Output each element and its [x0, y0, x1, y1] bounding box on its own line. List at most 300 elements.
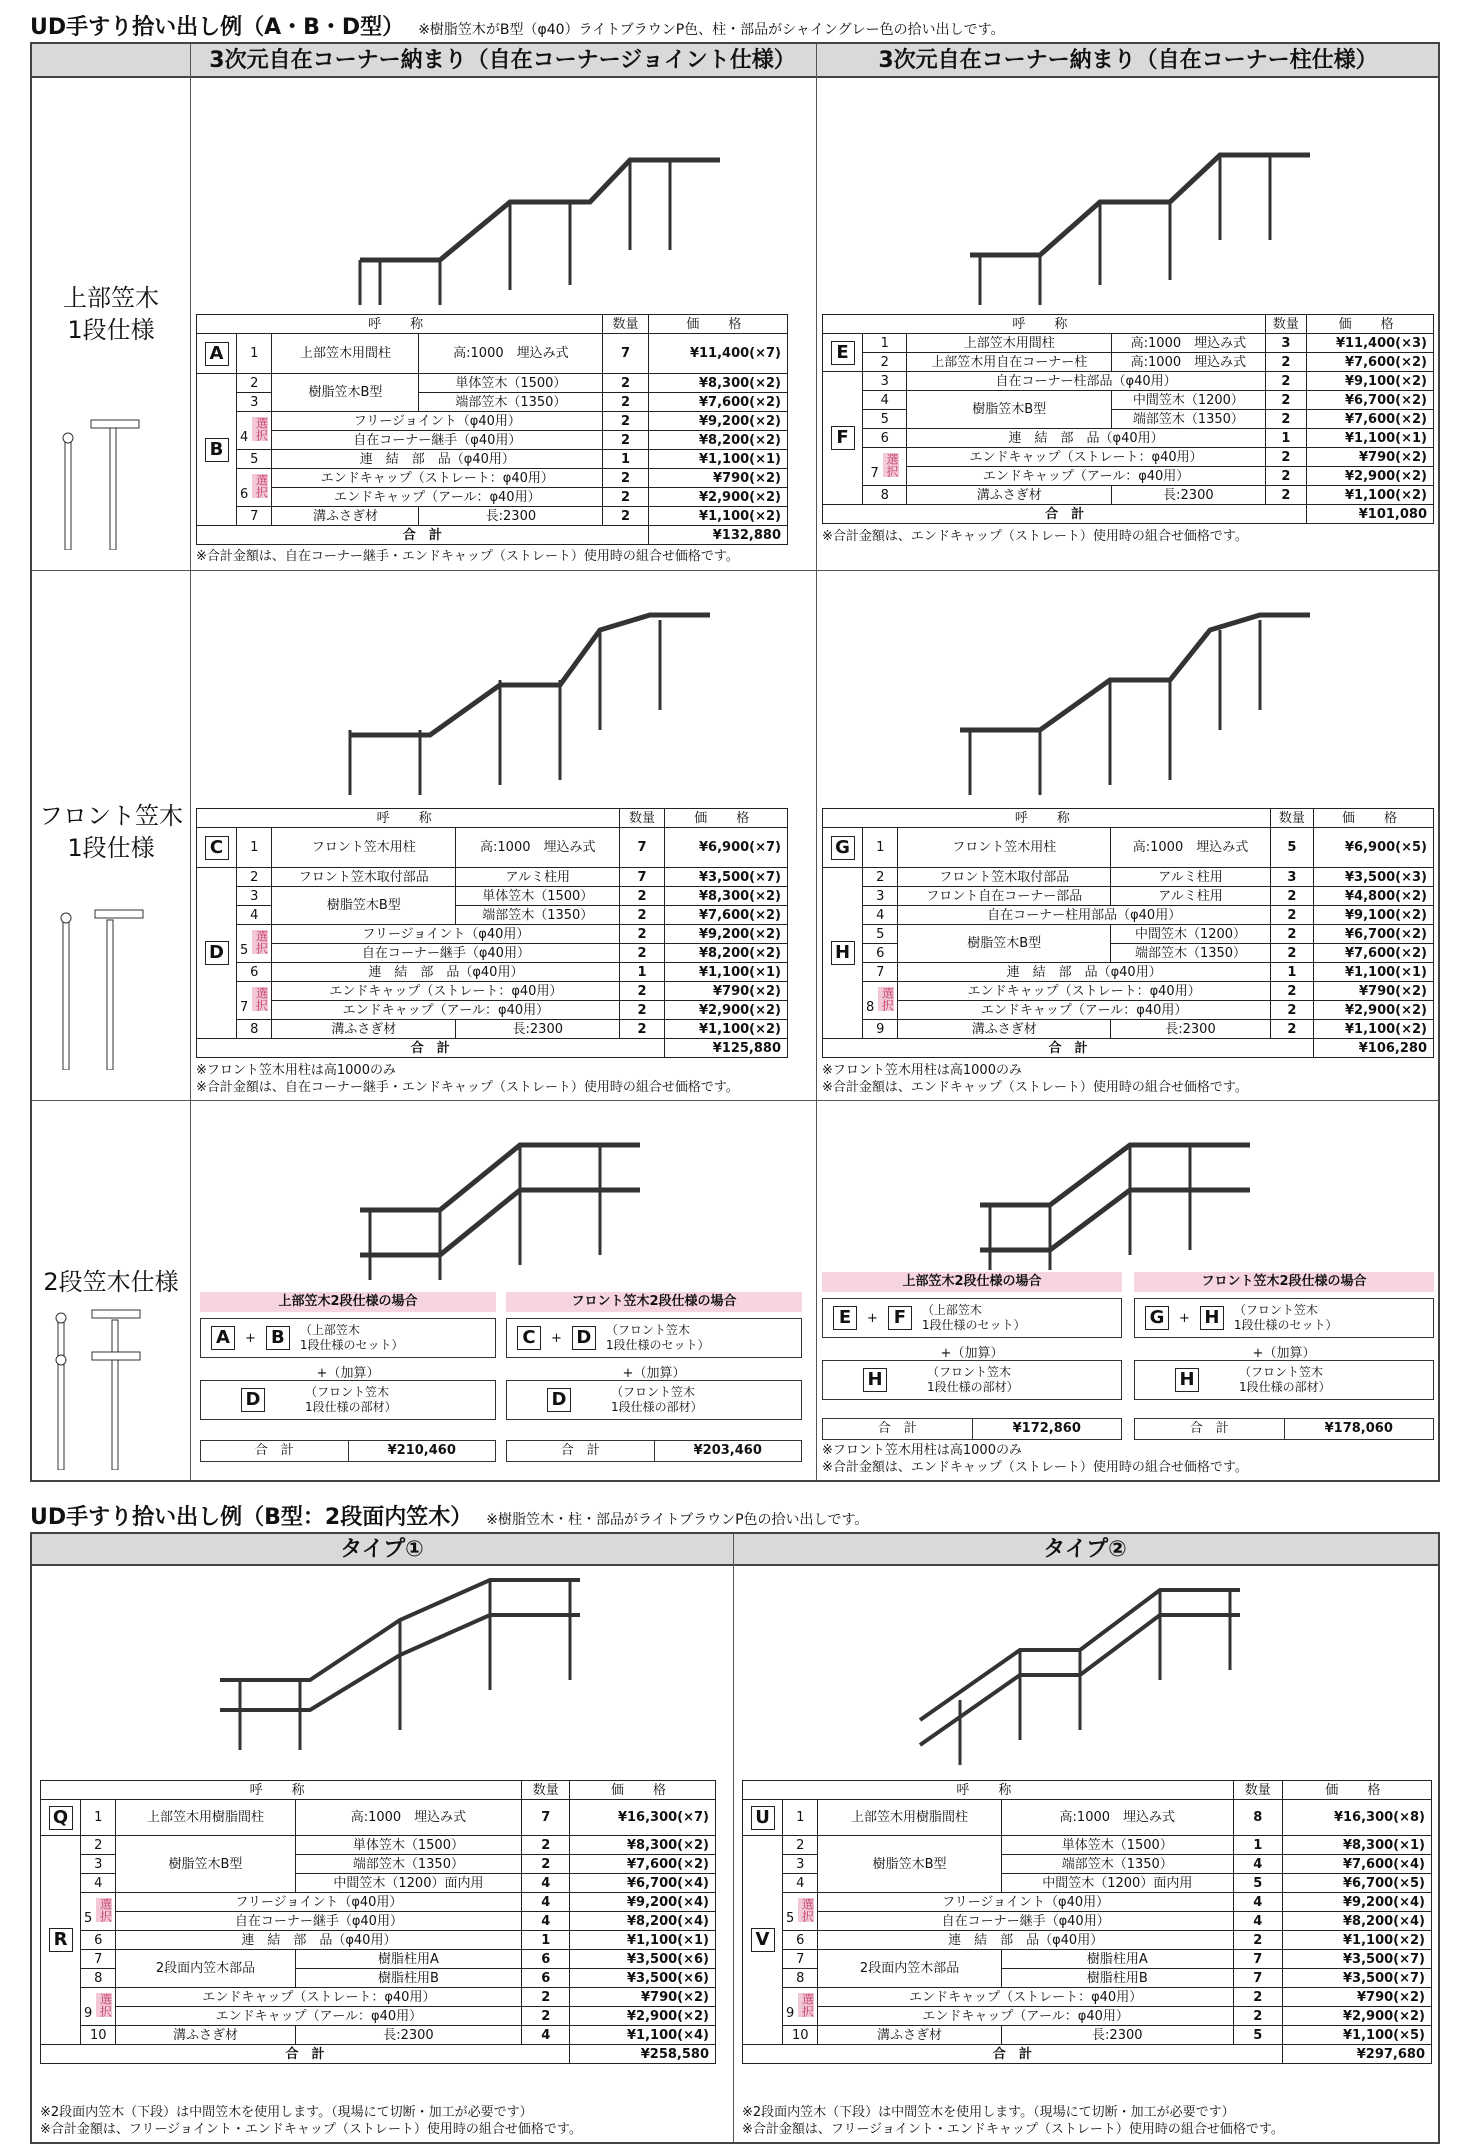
set-head-left1: 上部笠木2段仕様の場合 [200, 1292, 496, 1312]
set-desc: （上部笠木 1段仕様のセット） [299, 1323, 404, 1352]
cell-price: ¥9,200(×2) [664, 925, 787, 944]
total-value: ¥297,680 [1282, 2045, 1431, 2064]
cell-name: エンドキャップ（ストレート：φ40用） [818, 1988, 1233, 2007]
cell-name: フリージョイント（φ40用） [818, 1893, 1233, 1912]
two-tier-note1: ※フロント笠木用柱は高1000のみ [822, 1443, 1022, 1458]
cell-spec: 単体笠木（1500） [295, 1836, 522, 1855]
cell-name: エンドキャップ（アール：φ40用） [907, 467, 1265, 486]
total-label: 合 計 [1189, 1421, 1229, 1436]
table-AB-note: ※合計金額は、自在コーナー継手・エンドキャップ（ストレート）使用時の組合せ価格です。 [196, 549, 739, 564]
cell-name: 連 結 部 品（φ40用） [907, 429, 1265, 448]
cell-name: エンドキャップ（ストレート：φ40用） [898, 982, 1270, 1001]
total-label: 合 計 [197, 526, 649, 545]
cell-name: フロント笠木取付部品 [272, 868, 456, 887]
drawing-corner-top [930, 110, 1330, 310]
section1-note: ※樹脂笠木がB型（φ40）ライトブラウンP色、柱・部品がシャイングレー色の拾い出しです。 [418, 22, 1005, 38]
total-value: ¥210,460 [348, 1441, 496, 1461]
cell-spec: 長:2300 [419, 507, 603, 526]
cell-price: ¥8,200(×2) [664, 944, 787, 963]
table-QR-note1: ※2段面内笠木（下段）は中間笠木を使用します。（現場にて切断・加工が必要です） [40, 2105, 533, 2120]
cell-name: 自在コーナー柱部品（φ40用） [907, 372, 1265, 391]
cell-no: 5 [863, 410, 907, 429]
cell-qty: 2 [620, 906, 664, 925]
cell-name: エンドキャップ（ストレート：φ40用） [272, 469, 603, 488]
cell-no: 6 [81, 1931, 116, 1950]
drawing-joint-two-tier [340, 1105, 680, 1285]
cell-qty: 2 [1265, 448, 1306, 467]
th-price: 価 格 [1307, 315, 1434, 334]
cell-qty: 2 [1265, 467, 1306, 486]
cell-spec: 高:1000 埋込み式 [1111, 828, 1271, 868]
cell-qty: 2 [1233, 1931, 1282, 1950]
cell-name: 自在コーナー継手（φ40用） [272, 944, 620, 963]
cell-spec: 単体笠木（1500） [456, 887, 620, 906]
cell-no: 1 [237, 828, 272, 868]
add-label: +（加算） [622, 1366, 686, 1381]
add-set-left1 [200, 1380, 496, 1420]
key-box: D [241, 1388, 265, 1412]
plus-sign: + [245, 1330, 256, 1346]
table-UV [742, 1780, 1432, 2064]
cell-qty: 2 [522, 2007, 570, 2026]
cell-spec: 単体笠木（1500） [1001, 1836, 1233, 1855]
section1-title [30, 10, 1005, 41]
cell-no: 3 [863, 887, 898, 906]
table-EF-note: ※合計金額は、エンドキャップ（ストレート）使用時の組合せ価格です。 [822, 529, 1248, 544]
cell-qty: 7 [603, 334, 648, 374]
cell-no: 3 [863, 372, 907, 391]
cell-price: ¥1,100(×2) [1307, 486, 1434, 505]
cell-no: 8 [237, 1020, 272, 1039]
cell-price: ¥7,600(×2) [1307, 353, 1434, 372]
th-qty: 数量 [1265, 315, 1306, 334]
select-badge: 選択 [98, 1993, 113, 2017]
cell-price: ¥6,700(×2) [1313, 925, 1433, 944]
key-box: C [517, 1326, 541, 1350]
cell-name: 上部笠木用自在コーナー柱 [907, 353, 1112, 372]
cell-price: ¥7,600(×2) [1307, 410, 1434, 429]
cell-name: 自在コーナー継手（φ40用） [818, 1912, 1233, 1931]
sum-left2 [506, 1440, 802, 1462]
cell-name: 溝ふさぎ材 [907, 486, 1112, 505]
col-right-heading: 3次元自在コーナー納まり（自在コーナー柱仕様） [878, 48, 1378, 73]
th-price: 価 格 [570, 1781, 716, 1800]
type1-heading: タイプ① [340, 1537, 424, 1562]
key-box: F [831, 426, 855, 450]
cell-price: ¥11,400(×7) [648, 334, 787, 374]
cell-qty: 4 [522, 2026, 570, 2045]
cell-no: 10 [783, 2026, 818, 2045]
cell-qty: 4 [522, 1912, 570, 1931]
cell-qty: 2 [1265, 391, 1306, 410]
select-badge: 選択 [880, 987, 895, 1011]
cell-qty: 2 [620, 982, 664, 1001]
cell-spec: 端部笠木（1350） [1111, 944, 1271, 963]
cell-qty: 7 [522, 1800, 570, 1836]
cell-spec: 端部笠木（1350） [456, 906, 620, 925]
cell-spec: 端部笠木（1350） [1001, 1855, 1233, 1874]
cell-spec: 高:1000 埋込み式 [1001, 1800, 1233, 1836]
cell-spec: 長:2300 [295, 2026, 522, 2045]
th-price: 価 格 [648, 315, 787, 334]
cell-price: ¥6,900(×5) [1313, 828, 1433, 868]
key-box: G [1145, 1306, 1169, 1330]
add-label: +（加算） [940, 1346, 1004, 1361]
th-qty: 数量 [620, 809, 664, 828]
plus-sign: + [1179, 1310, 1190, 1326]
cell-no: 4 [240, 430, 249, 445]
cell-price: ¥7,600(×2) [1313, 944, 1433, 963]
cell-price: ¥16,300(×8) [1282, 1800, 1431, 1836]
cell-no: 7 [240, 1000, 249, 1015]
set-head-right1: 上部笠木2段仕様の場合 [822, 1272, 1122, 1292]
add-set-right1 [822, 1360, 1122, 1400]
cell-spec: アルミ柱用 [1111, 868, 1271, 887]
cell-name: 樹脂笠木B型 [272, 887, 456, 925]
cell-name: フリージョイント（φ40用） [116, 1893, 522, 1912]
cell-name: フリージョイント（φ40用） [272, 412, 603, 431]
cell-name: 溝ふさぎ材 [116, 2026, 295, 2045]
table-AB [196, 314, 788, 545]
set-desc: （フロント笠木 1段仕様のセット） [1233, 1303, 1338, 1332]
two-tier-note2: ※合計金額は、エンドキャップ（ストレート）使用時の組合せ価格です。 [822, 1460, 1248, 1475]
cell-name: 連 結 部 品（φ40用） [272, 963, 620, 982]
key-box: E [833, 1306, 857, 1330]
section2-divider [733, 1534, 734, 2142]
sum-right2 [1134, 1418, 1434, 1440]
th-name: 呼 称 [197, 315, 603, 334]
cell-name: 樹脂笠木B型 [907, 391, 1112, 429]
drawing-type1 [200, 1570, 640, 1770]
set-left2 [506, 1318, 802, 1358]
col-left-heading: 3次元自在コーナー納まり（自在コーナージョイント仕様） [209, 48, 796, 73]
key-box: F [888, 1306, 912, 1330]
cell-spec: 樹脂柱用A [295, 1950, 522, 1969]
select-badge: 選択 [254, 417, 269, 441]
th-name: 呼 称 [823, 809, 1271, 828]
set-left1 [200, 1318, 496, 1358]
cell-qty: 4 [1233, 1855, 1282, 1874]
table-EF [822, 314, 1434, 524]
cell-name: フロント笠木取付部品 [898, 868, 1111, 887]
table-GH-note2: ※合計金額は、エンドキャップ（ストレート）使用時の組合せ価格です。 [822, 1080, 1248, 1095]
set-desc: （フロント笠木 1段仕様の部材） [927, 1365, 1019, 1394]
cell-qty: 2 [1270, 887, 1313, 906]
cell-qty: 2 [1270, 1001, 1313, 1020]
cell-qty: 2 [1265, 353, 1306, 372]
cell-price: ¥3,500(×7) [664, 868, 787, 887]
cell-no: 6 [863, 944, 898, 963]
cell-qty: 2 [522, 1855, 570, 1874]
cell-price: ¥16,300(×7) [570, 1800, 716, 1836]
key-box: H [1200, 1306, 1224, 1330]
post-illustration-front [55, 900, 145, 1070]
cell-no: 6 [237, 963, 272, 982]
add-label: +（加算） [316, 1366, 380, 1381]
cell-qty: 4 [1233, 1912, 1282, 1931]
key-box: U [751, 1806, 775, 1830]
cell-price: ¥8,300(×2) [664, 887, 787, 906]
cell-name: 溝ふさぎ材 [272, 1020, 456, 1039]
cell-spec: 高:1000 埋込み式 [1112, 334, 1266, 353]
table-CD-note1: ※フロント笠木用柱は高1000のみ [196, 1063, 396, 1078]
cell-name: 自在コーナー継手（φ40用） [116, 1912, 522, 1931]
cell-spec: 端部笠木（1350） [1112, 410, 1266, 429]
cell-no: 3 [81, 1855, 116, 1874]
cell-qty: 2 [1270, 944, 1313, 963]
cell-price: ¥9,100(×2) [1313, 906, 1433, 925]
cell-no: 3 [237, 887, 272, 906]
cell-qty: 2 [620, 944, 664, 963]
row-label-top-rail: 上部笠木 1段仕様 [63, 284, 159, 344]
drawing-type2 [900, 1570, 1300, 1770]
cell-no: 6 [783, 1931, 818, 1950]
cell-qty: 1 [1265, 429, 1306, 448]
type2-heading: タイプ② [1043, 1537, 1127, 1562]
total-label: 合 計 [41, 2045, 570, 2064]
cell-no: 8 [81, 1969, 116, 1988]
cell-no: 1 [783, 1800, 818, 1836]
th-name: 呼 称 [823, 315, 1266, 334]
cell-qty: 6 [522, 1950, 570, 1969]
plus-sign: + [867, 1310, 878, 1326]
cell-qty: 3 [1265, 334, 1306, 353]
cell-no: 4 [81, 1874, 116, 1893]
cell-qty: 2 [1233, 2007, 1282, 2026]
set-head-right2: フロント笠木2段仕様の場合 [1134, 1272, 1434, 1292]
drawing-joint-top [320, 110, 720, 310]
cell-price: ¥11,400(×3) [1307, 334, 1434, 353]
cell-spec: 高:1000 埋込み式 [419, 334, 603, 374]
total-value: ¥203,460 [654, 1441, 802, 1461]
cell-no: 10 [81, 2026, 116, 2045]
key-box: E [831, 341, 855, 365]
key-box: Q [49, 1806, 73, 1830]
cell-name: 2段面内笠木部品 [818, 1950, 1001, 1988]
drawing-joint-front [320, 570, 720, 800]
cell-no: 2 [783, 1836, 818, 1855]
cell-no: 4 [237, 906, 272, 925]
total-label: 合 計 [823, 1039, 1314, 1058]
cell-name: エンドキャップ（ストレート：φ40用） [272, 982, 620, 1001]
cell-qty: 2 [1270, 925, 1313, 944]
drawing-corner-front [930, 570, 1330, 800]
cell-price: ¥1,100(×1) [648, 450, 787, 469]
key-box: G [831, 836, 855, 860]
cell-price: ¥1,100(×2) [664, 1020, 787, 1039]
cell-name: 上部笠木用間柱 [272, 334, 419, 374]
cell-spec: 高:1000 埋込み式 [1112, 353, 1266, 372]
cell-name: 樹脂笠木B型 [272, 374, 419, 412]
cell-name: エンドキャップ（アール：φ40用） [818, 2007, 1233, 2026]
cell-price: ¥1,100(×5) [1282, 2026, 1431, 2045]
cell-price: ¥1,100(×2) [648, 507, 787, 526]
cell-name: 2段面内笠木部品 [116, 1950, 295, 1988]
set-desc: （フロント笠木 1段仕様の部材） [1239, 1365, 1331, 1394]
cell-no: 2 [863, 868, 898, 887]
cell-qty: 2 [603, 393, 648, 412]
key-box: H [1175, 1368, 1199, 1392]
cell-qty: 2 [522, 1988, 570, 2007]
cell-qty: 2 [1265, 372, 1306, 391]
cell-price: ¥6,700(×4) [570, 1874, 716, 1893]
cell-name: エンドキャップ（ストレート：φ40用） [116, 1988, 522, 2007]
cell-qty: 4 [1233, 1893, 1282, 1912]
cell-name: 溝ふさぎ材 [818, 2026, 1001, 2045]
cell-no: 4 [863, 906, 898, 925]
cell-qty: 1 [1270, 963, 1313, 982]
th-qty: 数量 [603, 315, 648, 334]
cell-qty: 2 [1270, 982, 1313, 1001]
cell-qty: 5 [1233, 1874, 1282, 1893]
cell-name: 樹脂笠木B型 [116, 1836, 295, 1893]
cell-price: ¥790(×2) [1307, 448, 1434, 467]
cell-price: ¥6,700(×5) [1282, 1874, 1431, 1893]
cell-price: ¥790(×2) [570, 1988, 716, 2007]
cell-price: ¥8,200(×4) [1282, 1912, 1431, 1931]
key-box: H [831, 941, 855, 965]
cell-no: 5 [84, 1911, 93, 1926]
cell-price: ¥3,500(×6) [570, 1950, 716, 1969]
cell-qty: 2 [603, 374, 648, 393]
cell-spec: 端部笠木（1350） [419, 393, 603, 412]
cell-name: エンドキャップ（アール：φ40用） [272, 1001, 620, 1020]
drawing-corner-two-tier [960, 1105, 1300, 1275]
section1-title-text: UD手すり拾い出し例（A・B・D型） [30, 15, 405, 40]
cell-price: ¥9,100(×2) [1307, 372, 1434, 391]
table-CD-note2: ※合計金額は、自在コーナー継手・エンドキャップ（ストレート）使用時の組合せ価格です。 [196, 1080, 739, 1095]
cell-qty: 5 [1233, 2026, 1282, 2045]
add-set-left2 [506, 1380, 802, 1420]
row-label-two-tier: 2段笠木仕様 [43, 1268, 179, 1296]
key-box: C [205, 836, 229, 860]
cell-price: ¥1,100(×4) [570, 2026, 716, 2045]
cell-no: 6 [863, 429, 907, 448]
set-desc: （フロント笠木 1段仕様のセット） [605, 1323, 710, 1352]
cell-price: ¥9,200(×2) [648, 412, 787, 431]
set-head-left2: フロント笠木2段仕様の場合 [506, 1292, 802, 1312]
cell-spec: 樹脂柱用B [1001, 1969, 1233, 1988]
cell-qty: 1 [603, 450, 648, 469]
cell-price: ¥7,600(×2) [570, 1855, 716, 1874]
cell-price: ¥2,900(×2) [570, 2007, 716, 2026]
key-box: D [205, 941, 229, 965]
set-right2 [1134, 1298, 1434, 1338]
row-label-front-rail: フロント笠木 1段仕様 [39, 802, 183, 862]
total-value: ¥125,880 [664, 1039, 787, 1058]
total-label: 合 計 [823, 505, 1307, 524]
cell-spec: 長:2300 [1001, 2026, 1233, 2045]
cell-spec: 高:1000 埋込み式 [456, 828, 620, 868]
th-qty: 数量 [1233, 1781, 1282, 1800]
cell-price: ¥3,500(×6) [570, 1969, 716, 1988]
cell-price: ¥2,900(×2) [664, 1001, 787, 1020]
select-badge: 選択 [800, 1898, 815, 1922]
section2-title [30, 1500, 868, 1531]
total-value: ¥258,580 [570, 2045, 716, 2064]
cell-qty: 2 [1270, 906, 1313, 925]
sum-right1 [822, 1418, 1122, 1440]
cell-price: ¥8,300(×1) [1282, 1836, 1431, 1855]
th-price: 価 格 [664, 809, 787, 828]
column-divider [816, 44, 817, 1480]
key-box: A [211, 1326, 235, 1350]
cell-qty: 1 [1233, 1836, 1282, 1855]
set-desc: （フロント笠木 1段仕様の部材） [305, 1385, 397, 1414]
cell-name: 自在コーナー柱用部品（φ40用） [898, 906, 1270, 925]
cell-price: ¥790(×2) [648, 469, 787, 488]
cell-name: 樹脂笠木B型 [898, 925, 1111, 963]
cell-name: 樹脂笠木B型 [818, 1836, 1001, 1893]
cell-no: 9 [786, 2006, 795, 2021]
cell-price: ¥790(×2) [664, 982, 787, 1001]
cell-qty: 1 [522, 1931, 570, 1950]
cell-name: フロント笠木用柱 [272, 828, 456, 868]
table-QR [40, 1780, 716, 2064]
add-label: +（加算） [1252, 1346, 1316, 1361]
select-badge: 選択 [800, 1993, 815, 2017]
cell-spec: 高:1000 埋込み式 [295, 1800, 522, 1836]
cell-qty: 2 [620, 1020, 664, 1039]
cell-name: エンドキャップ（ストレート：φ40用） [907, 448, 1265, 467]
cell-price: ¥1,100(×1) [664, 963, 787, 982]
total-label: 合 計 [197, 1039, 665, 1058]
table-QR-note2: ※合計金額は、フリージョイント・エンドキャップ（ストレート）使用時の組合せ価格です。 [40, 2122, 582, 2137]
cell-name: 上部笠木用樹脂間柱 [116, 1800, 295, 1836]
cell-price: ¥6,900(×7) [664, 828, 787, 868]
cell-qty: 4 [522, 1893, 570, 1912]
key-box: D [572, 1326, 596, 1350]
cell-price: ¥1,100(×2) [1313, 1020, 1433, 1039]
total-value: ¥178,060 [1284, 1419, 1434, 1439]
cell-no: 5 [237, 450, 272, 469]
cell-price: ¥1,100(×1) [1313, 963, 1433, 982]
cell-qty: 4 [522, 1874, 570, 1893]
cell-name: 連 結 部 品（φ40用） [818, 1931, 1233, 1950]
th-qty: 数量 [1270, 809, 1313, 828]
cell-name: 連 結 部 品（φ40用） [272, 450, 603, 469]
cell-no: 7 [81, 1950, 116, 1969]
key-box: R [49, 1928, 73, 1952]
post-illustration-top [55, 410, 145, 550]
cell-price: ¥2,900(×2) [1313, 1001, 1433, 1020]
cell-name: 自在コーナー継手（φ40用） [272, 431, 603, 450]
cell-no: 2 [237, 868, 272, 887]
add-set-right2 [1134, 1360, 1434, 1400]
cell-qty: 7 [1233, 1950, 1282, 1969]
cell-no: 1 [863, 334, 907, 353]
cell-no: 2 [81, 1836, 116, 1855]
total-label: 合 計 [743, 2045, 1283, 2064]
cell-price: ¥8,200(×4) [570, 1912, 716, 1931]
cell-name: フリージョイント（φ40用） [272, 925, 620, 944]
cell-spec: 中間笠木（1200）面内用 [1001, 1874, 1233, 1893]
cell-no: 4 [863, 391, 907, 410]
cell-price: ¥2,900(×2) [1282, 2007, 1431, 2026]
cell-qty: 6 [522, 1969, 570, 1988]
cell-name: 溝ふさぎ材 [898, 1020, 1111, 1039]
section2-note: ※樹脂笠木・柱・部品がライトブラウンP色の拾い出しです。 [486, 1512, 869, 1528]
cell-price: ¥3,500(×3) [1313, 868, 1433, 887]
cell-spec: 単体笠木（1500） [419, 374, 603, 393]
cell-qty: 2 [620, 925, 664, 944]
section2-title-text: UD手すり拾い出し例（B型：2段面内笠木） [30, 1505, 473, 1530]
cell-qty: 5 [1270, 828, 1313, 868]
cell-no: 3 [237, 393, 272, 412]
cell-name: エンドキャップ（アール：φ40用） [116, 2007, 522, 2026]
sum-left1 [200, 1440, 496, 1462]
cell-no: 2 [237, 374, 272, 393]
